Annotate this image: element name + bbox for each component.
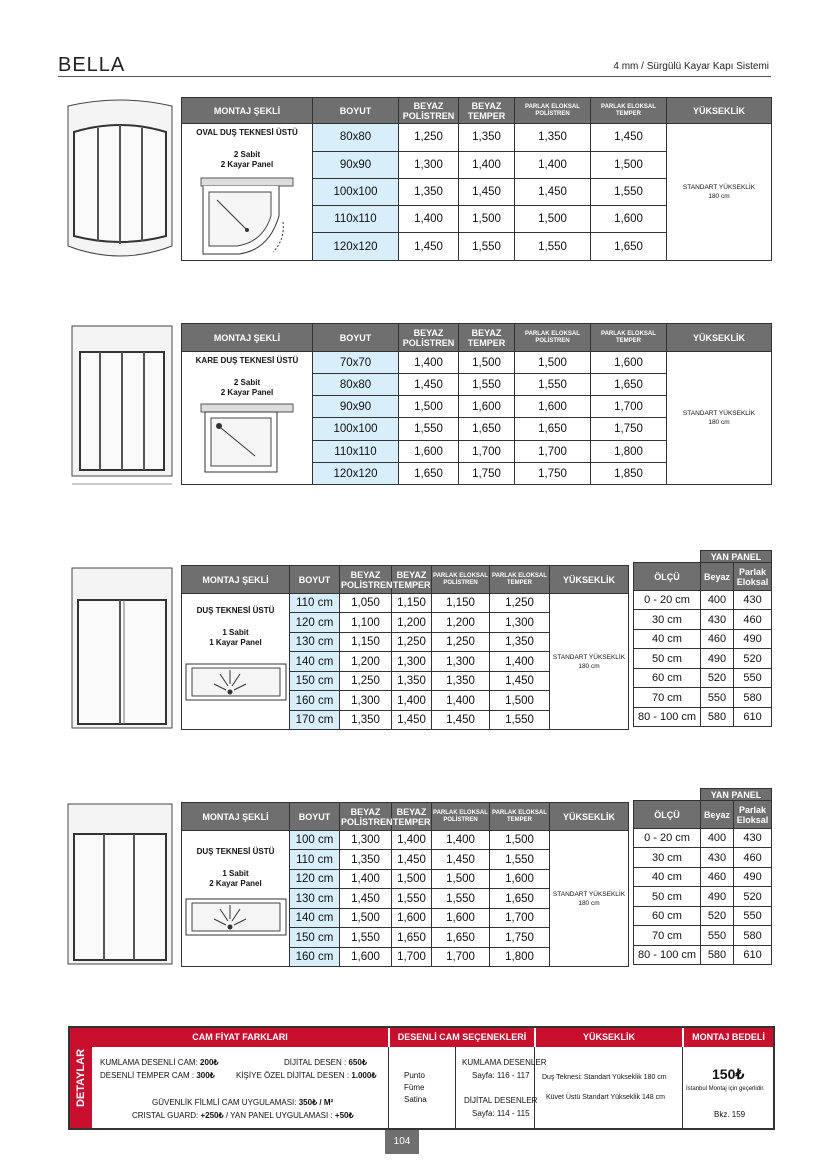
size-cell: 80x80 [313, 374, 399, 396]
size-cell: 130 cm [290, 633, 340, 652]
price-cell: 50 cm [634, 887, 701, 907]
price-cell: 490 [734, 630, 772, 649]
size-cell: 80x80 [313, 124, 399, 152]
montaj-desc: KARE DUŞ TEKNESİ ÜSTÜ 2 Sabit 2 Kayar Panel [182, 352, 313, 485]
price-cell: 1,550 [392, 889, 432, 909]
col-boyut: BOYUT [313, 98, 399, 124]
price-cell: 1,300 [392, 652, 432, 672]
price-cell: 490 [701, 649, 734, 669]
oval-tray-icon [199, 176, 295, 260]
col-beyaz: Beyaz [701, 801, 734, 829]
price-cell: 1,500 [340, 909, 392, 928]
price-cell [634, 551, 701, 563]
price-cell: 1,450 [392, 711, 432, 730]
col-beyaz-polistren: BEYAZ POLİSTREN [399, 98, 459, 124]
size-cell: 70x70 [313, 352, 399, 374]
price-cell: 1,250 [340, 672, 392, 691]
col-parlak-polistren: PARLAK ELOKSAL POLİSTREN [432, 566, 490, 594]
price-cell: 1,400 [340, 870, 392, 889]
size-cell: 170 cm [290, 711, 340, 730]
price-cell: 1,850 [591, 463, 667, 485]
price-cell: 1,450 [340, 889, 392, 909]
col-yukseklik: YÜKSEKLİK [550, 803, 629, 831]
price-cell: 1,150 [340, 633, 392, 652]
details-side-label: DETAYLAR [70, 1028, 92, 1128]
price-cell: 1,400 [432, 831, 490, 850]
size-cell: 110x110 [313, 206, 399, 233]
price-cell: 1,650 [515, 418, 591, 441]
price-cell: 1,450 [432, 711, 490, 730]
size-cell: 100x100 [313, 418, 399, 441]
price-cell: 1,700 [515, 441, 591, 463]
price-cell: 1,550 [340, 928, 392, 948]
size-cell: 150 cm [290, 672, 340, 691]
price-cell: 1,300 [432, 652, 490, 672]
price-cell: 30 cm [634, 848, 701, 868]
price-cell: 1,550 [490, 850, 550, 870]
size-cell: 110 cm [290, 850, 340, 870]
dijital-sayfa: Sayfa: 114 - 115 [472, 1109, 530, 1118]
height-note: STANDART YÜKSEKLİK 180 cm [550, 831, 629, 967]
guvenlik-film-price: GÜVENLİK FİLMLİ CAM UYGULAMASI: 350₺ / M² [152, 1098, 334, 1107]
price-cell: 60 cm [634, 907, 701, 926]
price-cell: 1,650 [591, 233, 667, 261]
price-cell: 1,400 [432, 691, 490, 711]
price-cell: 1,050 [340, 594, 392, 613]
price-cell: 1,600 [459, 396, 515, 418]
size-cell: 140 cm [290, 652, 340, 672]
price-cell: 1,750 [515, 463, 591, 485]
price-cell: 1,350 [490, 633, 550, 652]
size-cell: 100x100 [313, 178, 399, 206]
price-cell: 430 [701, 848, 734, 868]
col-parlak-polistren: PARLAK ELOKSAL POLİSTREN [515, 324, 591, 352]
price-cell: 1,150 [392, 594, 432, 613]
rect-tray-icon [184, 897, 288, 937]
col-parlak-polistren: PARLAK ELOKSAL POLİSTREN [515, 98, 591, 124]
price-cell: 1,400 [392, 831, 432, 850]
yukseklik-dus: Duş Teknesi: Standart Yükseklik 180 cm [542, 1074, 667, 1081]
price-cell: 1,450 [399, 233, 459, 261]
col-parlak-temper: PARLAK ELOKSAL TEMPER [591, 324, 667, 352]
price-cell: 430 [734, 591, 772, 610]
price-cell: 1,450 [515, 178, 591, 206]
col-olcu: ÖLÇÜ [634, 801, 701, 829]
col-montaj: MONTAJ ŞEKLİ [182, 566, 290, 594]
oval-cabin-image [60, 96, 180, 266]
price-cell: 1,600 [340, 948, 392, 967]
price-cell: 1,250 [399, 124, 459, 152]
price-cell: 30 cm [634, 610, 701, 630]
price-cell: 1,400 [515, 151, 591, 178]
size-cell: 120x120 [313, 233, 399, 261]
price-cell: 1,500 [490, 691, 550, 711]
height-note: STANDART YÜKSEKLİK 180 cm [667, 124, 772, 261]
col-parlak: Parlak Eloksal [734, 563, 772, 591]
price-cell: 1,650 [459, 418, 515, 441]
price-cell: 490 [734, 868, 772, 887]
price-cell: 1,700 [591, 396, 667, 418]
price-cell: 80 - 100 cm [634, 946, 701, 965]
size-cell: 110 cm [290, 594, 340, 613]
price-cell: 1,450 [490, 672, 550, 691]
price-cell: 400 [701, 829, 734, 848]
page-number: 104 [385, 1130, 419, 1154]
price-cell: 1,550 [490, 711, 550, 730]
rect-tray-icon [184, 662, 288, 702]
size-cell: 110x110 [313, 441, 399, 463]
price-cell: 1,200 [340, 652, 392, 672]
cristal-guard-price: CRISTAL GUARD: +250₺ / YAN PANEL UYGULAMASI : +50₺ [132, 1111, 354, 1120]
price-cell: 1,150 [432, 594, 490, 613]
page-subtitle: 4 mm / Sürgülü Kayar Kapı Sistemi [613, 61, 769, 72]
price-cell: 1,750 [591, 418, 667, 441]
price-cell: 1,650 [392, 928, 432, 948]
price-cell: 1,700 [392, 948, 432, 967]
desenli-temper-price: DESENLİ TEMPER CAM : 300₺ [100, 1071, 215, 1080]
table-row [634, 946, 772, 965]
table-row [634, 649, 772, 669]
price-cell [634, 789, 701, 801]
col-yukseklik: YÜKSEKLİK [667, 98, 772, 124]
price-cell: 1,800 [490, 948, 550, 967]
table-row [634, 926, 772, 946]
price-cell: 1,500 [591, 151, 667, 178]
dijital-desenler: DİJİTAL DESENLER [464, 1096, 538, 1105]
price-cell: 1,250 [490, 594, 550, 613]
price-cell: 80 - 100 cm [634, 708, 701, 727]
glass-satina: Satina [404, 1095, 427, 1104]
price-cell: 1,550 [432, 889, 490, 909]
col-parlak-temper: PARLAK ELOKSAL TEMPER [490, 566, 550, 594]
table-row [182, 831, 629, 850]
size-cell: 90x90 [313, 151, 399, 178]
price-cell: 1,350 [459, 124, 515, 152]
size-cell: 150 cm [290, 928, 340, 948]
table-row [634, 708, 772, 727]
table-row [634, 848, 772, 868]
price-cell: 1,100 [340, 613, 392, 633]
table-row [634, 630, 772, 649]
col-beyaz-temper: BEYAZ TEMPER [459, 98, 515, 124]
price-cell: 1,400 [459, 151, 515, 178]
col-montaj: MONTAJ ŞEKLİ [182, 803, 290, 831]
price-cell: 1,650 [490, 889, 550, 909]
price-cell: 1,550 [399, 418, 459, 441]
yukseklik-kuvet: Küvet Üstü Standart Yükseklik 148 cm [546, 1094, 665, 1101]
table-row [182, 594, 629, 613]
price-cell: 40 cm [634, 868, 701, 887]
price-cell: 1,500 [399, 396, 459, 418]
price-cell: 1,550 [515, 233, 591, 261]
montaj-bkz: Bkz. 159 [714, 1110, 746, 1119]
price-cell: 1,500 [459, 206, 515, 233]
size-cell: 120 cm [290, 613, 340, 633]
col-beyaz-temper: BEYAZ TEMPER [392, 803, 432, 831]
kisiye-ozel-price: KİŞİYE ÖZEL DİJİTAL DESEN : 1.000₺ [236, 1071, 377, 1080]
col-beyaz-polistren: BEYAZ POLİSTREN [340, 803, 392, 831]
price-cell: 610 [734, 708, 772, 727]
price-cell: 1,750 [490, 928, 550, 948]
price-cell: 1,600 [432, 909, 490, 928]
price-cell: 1,650 [432, 928, 490, 948]
price-table-oval [181, 97, 772, 261]
price-cell: 1,500 [392, 870, 432, 889]
col-yukseklik: YÜKSEKLİK [550, 566, 629, 594]
price-table-square [181, 323, 772, 485]
col-beyaz-polistren: BEYAZ POLİSTREN [399, 324, 459, 352]
price-cell: 1,350 [399, 178, 459, 206]
price-cell: 0 - 20 cm [634, 591, 701, 610]
details-footer [68, 1026, 775, 1130]
price-cell: 1,650 [399, 463, 459, 485]
price-cell: 1,700 [490, 909, 550, 928]
dijital-desen-price: DİJİTAL DESEN : 650₺ [284, 1058, 367, 1067]
table-row [634, 829, 772, 848]
table-row [634, 591, 772, 610]
price-cell: 1,450 [399, 374, 459, 396]
square-cabin-image [66, 322, 178, 494]
price-cell: 400 [701, 591, 734, 610]
price-cell: 580 [734, 688, 772, 708]
price-cell: 490 [701, 887, 734, 907]
header-montaj-bedeli: MONTAJ BEDELİ [683, 1028, 773, 1047]
glass-fume: Füme [404, 1083, 425, 1092]
brand-title: BELLA [58, 54, 126, 76]
price-cell: 1,700 [459, 441, 515, 463]
size-cell: 160 cm [290, 691, 340, 711]
price-cell: 1,600 [392, 909, 432, 928]
price-cell: 1,500 [490, 831, 550, 850]
kumlama-desenler: KUMLAMA DESENLER [462, 1058, 547, 1067]
price-table-sliding-2 [181, 802, 629, 967]
col-yukseklik: YÜKSEKLİK [667, 324, 772, 352]
col-beyaz: Beyaz [701, 563, 734, 591]
price-cell: 520 [734, 887, 772, 907]
price-table-sliding-1 [181, 565, 629, 730]
size-cell: 130 cm [290, 889, 340, 909]
table-row [634, 868, 772, 887]
montaj-desc: DUŞ TEKNESİ ÜSTÜ 1 Sabit 1 Kayar Panel [182, 594, 290, 730]
montaj-desc: OVAL DUŞ TEKNESİ ÜSTÜ 2 Sabit 2 Kayar Panel [182, 124, 313, 261]
col-montaj: MONTAJ ŞEKLİ [182, 98, 313, 124]
price-cell: 550 [734, 907, 772, 926]
price-cell: 1,550 [515, 374, 591, 396]
size-cell: 100 cm [290, 831, 340, 850]
price-cell: 1,200 [432, 613, 490, 633]
yan-panel-table-1 [633, 550, 772, 727]
price-cell: 520 [701, 907, 734, 926]
yan-panel-table-2 [633, 788, 772, 965]
price-cell: 580 [701, 708, 734, 727]
price-cell: 460 [734, 610, 772, 630]
price-cell: 70 cm [634, 926, 701, 946]
header-desenli-cam: DESENLİ CAM SEÇENEKLERİ [389, 1028, 534, 1047]
price-cell: 1,400 [490, 652, 550, 672]
price-cell: 1,650 [591, 374, 667, 396]
price-cell: 1,300 [399, 151, 459, 178]
price-cell: 550 [701, 926, 734, 946]
yan-panel-title: YAN PANEL [701, 551, 772, 563]
price-cell: 1,450 [459, 178, 515, 206]
price-cell: 1,800 [591, 441, 667, 463]
col-beyaz-temper: BEYAZ TEMPER [459, 324, 515, 352]
table-row [634, 610, 772, 630]
col-boyut: BOYUT [313, 324, 399, 352]
header-cam-fiyat: CAM FİYAT FARKLARI [92, 1028, 388, 1047]
price-cell: 40 cm [634, 630, 701, 649]
size-cell: 120x120 [313, 463, 399, 485]
price-cell: 1,700 [432, 948, 490, 967]
table-row [182, 352, 772, 374]
price-cell: 1,500 [515, 352, 591, 374]
montaj-desc: DUŞ TEKNESİ ÜSTÜ 1 Sabit 2 Kayar Panel [182, 831, 290, 967]
price-cell: 1,400 [399, 352, 459, 374]
col-parlak-temper: PARLAK ELOKSAL TEMPER [591, 98, 667, 124]
header-rule [58, 76, 771, 77]
price-cell: 60 cm [634, 669, 701, 688]
price-cell: 1,300 [490, 613, 550, 633]
kumlama-price: KUMLAMA DESENLİ CAM: 200₺ [100, 1058, 219, 1067]
col-beyaz-polistren: BEYAZ POLİSTREN [340, 566, 392, 594]
price-cell: 1,750 [459, 463, 515, 485]
price-cell: 610 [734, 946, 772, 965]
price-cell: 1,500 [515, 206, 591, 233]
price-cell: 1,400 [392, 691, 432, 711]
price-cell: 50 cm [634, 649, 701, 669]
col-montaj: MONTAJ ŞEKLİ [182, 324, 313, 352]
price-cell: 520 [734, 649, 772, 669]
yan-panel-title: YAN PANEL [701, 789, 772, 801]
sliding-door-image-2 [60, 802, 180, 970]
col-boyut: BOYUT [290, 566, 340, 594]
price-cell: 1,450 [432, 850, 490, 870]
table-row [634, 907, 772, 926]
price-cell: 1,300 [340, 831, 392, 850]
table-row [182, 124, 772, 152]
square-tray-icon [199, 402, 295, 474]
glass-punto: Punto [404, 1071, 425, 1080]
price-cell: 1,600 [399, 441, 459, 463]
price-cell: 1,400 [399, 206, 459, 233]
price-cell: 430 [701, 610, 734, 630]
price-cell: 1,550 [459, 374, 515, 396]
table-row [634, 887, 772, 907]
size-cell: 120 cm [290, 870, 340, 889]
montaj-bedeli-price: 150₺ [712, 1066, 745, 1082]
price-cell: 1,500 [432, 870, 490, 889]
price-cell: 1,550 [591, 178, 667, 206]
price-cell: 580 [701, 946, 734, 965]
price-cell: 550 [701, 688, 734, 708]
price-cell: 460 [734, 848, 772, 868]
price-cell: 1,250 [432, 633, 490, 652]
price-cell: 1,350 [340, 711, 392, 730]
sliding-door-image-1 [64, 566, 180, 734]
price-cell: 1,600 [591, 206, 667, 233]
kumlama-sayfa: Sayfa: 116 - 117 [472, 1071, 530, 1080]
montaj-note: İstanbul Montaj için geçerlidir. [686, 1086, 765, 1092]
height-note: STANDART YÜKSEKLİK 180 cm [667, 352, 772, 485]
price-cell: 1,550 [459, 233, 515, 261]
price-cell: 1,250 [392, 633, 432, 652]
price-cell: 0 - 20 cm [634, 829, 701, 848]
price-cell: 550 [734, 669, 772, 688]
table-row [634, 688, 772, 708]
col-beyaz-temper: BEYAZ TEMPER [392, 566, 432, 594]
col-olcu: ÖLÇÜ [634, 563, 701, 591]
price-cell: 460 [701, 630, 734, 649]
height-note: STANDART YÜKSEKLİK 180 cm [550, 594, 629, 730]
table-row [634, 669, 772, 688]
price-cell: 1,350 [392, 672, 432, 691]
price-cell: 1,600 [515, 396, 591, 418]
col-parlak-polistren: PARLAK ELOKSAL POLİSTREN [432, 803, 490, 831]
price-cell: 1,200 [392, 613, 432, 633]
size-cell: 160 cm [290, 948, 340, 967]
col-boyut: BOYUT [290, 803, 340, 831]
price-cell: 520 [701, 669, 734, 688]
col-parlak: Parlak Eloksal [734, 801, 772, 829]
price-cell: 1,500 [459, 352, 515, 374]
price-cell: 1,600 [591, 352, 667, 374]
price-cell: 1,600 [490, 870, 550, 889]
size-cell: 140 cm [290, 909, 340, 928]
price-cell: 460 [701, 868, 734, 887]
price-cell: 1,350 [515, 124, 591, 152]
price-cell: 1,450 [591, 124, 667, 152]
price-cell: 580 [734, 926, 772, 946]
price-cell: 70 cm [634, 688, 701, 708]
price-cell: 430 [734, 829, 772, 848]
header-yukseklik: YÜKSEKLİK [535, 1028, 682, 1047]
price-cell: 1,350 [340, 850, 392, 870]
price-cell: 1,350 [432, 672, 490, 691]
col-parlak-temper: PARLAK ELOKSAL TEMPER [490, 803, 550, 831]
size-cell: 90x90 [313, 396, 399, 418]
price-cell: 1,300 [340, 691, 392, 711]
price-cell: 1,450 [392, 850, 432, 870]
